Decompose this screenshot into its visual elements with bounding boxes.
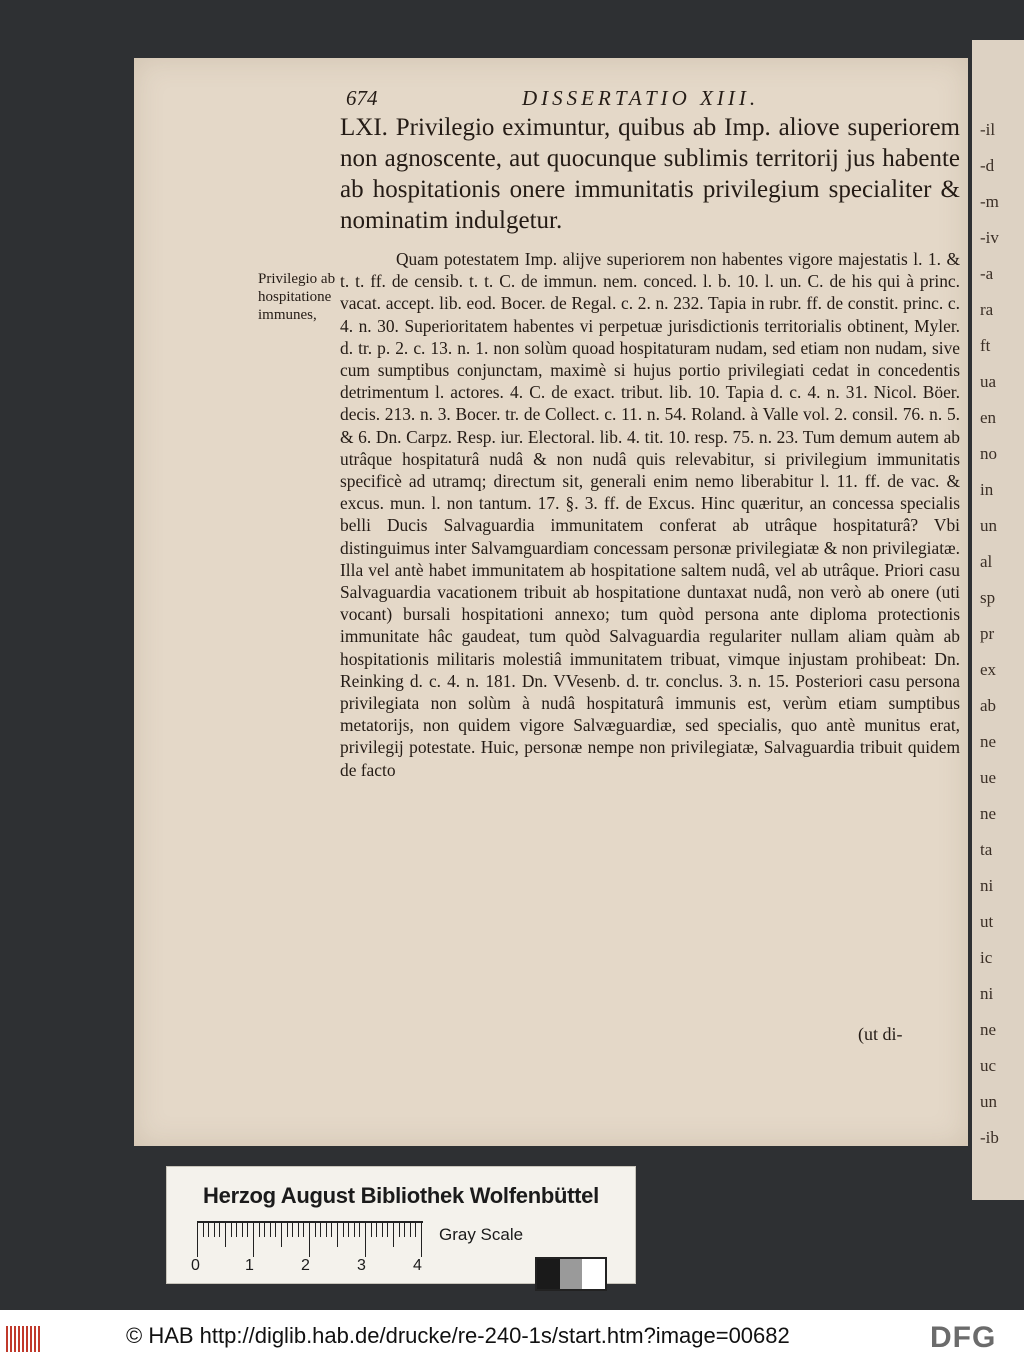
- ruler-tick: [208, 1223, 209, 1237]
- facing-page-fragment: en: [980, 408, 997, 427]
- ruler-tick: [382, 1223, 383, 1237]
- ruler-number: 1: [245, 1257, 254, 1274]
- ruler-tick: [309, 1223, 310, 1257]
- ruler-tick: [415, 1223, 416, 1237]
- ruler-tick: [281, 1223, 282, 1247]
- ruler-number: 2: [301, 1257, 310, 1274]
- catchword: (ut di-: [858, 1024, 903, 1044]
- copyright-link[interactable]: © HAB http://diglib.hab.de/drucke/re-240-1s/start.htm?image=00682: [126, 1323, 790, 1348]
- ruler-tick: [298, 1223, 299, 1237]
- ruler-tick: [421, 1223, 422, 1257]
- facing-page-fragment: -a: [980, 264, 994, 283]
- facing-page-fragment: ne: [980, 1020, 997, 1039]
- ruler-tick: [259, 1223, 260, 1237]
- facing-page-fragment: ra: [980, 300, 994, 319]
- facing-page-fragment: ni: [980, 984, 994, 1003]
- ruler-tick: [225, 1223, 226, 1247]
- ruler-tick: [219, 1223, 220, 1237]
- page-number: 674: [346, 86, 378, 110]
- ruler-tick: [287, 1223, 288, 1237]
- barcode-icon: [6, 1326, 42, 1352]
- ruler-tick: [253, 1223, 254, 1257]
- dfg-logo: DFG: [930, 1321, 997, 1354]
- facing-page-fragment: ex: [980, 660, 997, 679]
- institution-name: Herzog August Bibliothek Wolfenbüttel: [203, 1183, 599, 1208]
- facing-page-fragment: ue: [980, 768, 997, 787]
- ruler-tick: [331, 1223, 332, 1237]
- gray-swatch: [560, 1259, 583, 1289]
- ruler-tick: [315, 1223, 316, 1237]
- ruler-tick: [354, 1223, 355, 1237]
- ruler-tick: [343, 1223, 344, 1237]
- ruler-tick: [410, 1223, 411, 1237]
- ruler-tick: [320, 1223, 321, 1237]
- facing-page-fragment: -m: [980, 192, 999, 211]
- ruler-tick: [247, 1223, 248, 1237]
- ruler-tick: [264, 1223, 265, 1237]
- ruler-tick: [270, 1223, 271, 1237]
- ruler-number: 4: [413, 1257, 422, 1274]
- ruler-tick: [214, 1223, 215, 1237]
- section-heading: LXI. Privilegio eximuntur, quibus ab Imp. aliove superiorem non agnoscente, aut quocunque sublimis territorij jus habente ab hospitationis onere immunitatis privilegium specialiter & nominatim indulgetur.: [340, 114, 960, 234]
- ruler-tick: [236, 1223, 237, 1237]
- facing-page-fragment: -ib: [980, 1128, 999, 1147]
- gray-swatch: [582, 1259, 605, 1289]
- facing-page-fragment: sp: [980, 588, 996, 607]
- gray-scale-bar: [535, 1257, 607, 1291]
- ruler-tick: [393, 1223, 394, 1247]
- facing-page-fragment: in: [980, 480, 994, 499]
- facing-page-fragment: ni: [980, 876, 994, 895]
- facing-page-fragment: un: [980, 1092, 997, 1111]
- facing-page-fragment: ft: [980, 336, 991, 355]
- ruler-tick: [376, 1223, 377, 1237]
- facing-page-fragment: ne: [980, 732, 997, 751]
- facing-page-fragment: ne: [980, 804, 997, 823]
- ruler-number: 0: [191, 1257, 200, 1274]
- ruler-tick: [231, 1223, 232, 1237]
- ruler-tick: [387, 1223, 388, 1237]
- ruler-tick: [399, 1223, 400, 1237]
- running-title: DISSERTATIO XIII.: [522, 86, 760, 110]
- ruler-tick: [303, 1223, 304, 1237]
- ruler-tick: [348, 1223, 349, 1237]
- ruler-tick: [337, 1223, 338, 1247]
- facing-page-fragment: -il: [980, 120, 996, 139]
- ruler-tick: [242, 1223, 243, 1237]
- gray-scale-label: Gray Scale: [439, 1225, 524, 1244]
- facing-page-fragment: ut: [980, 912, 994, 931]
- ruler-tick: [359, 1223, 360, 1237]
- ruler-tick: [365, 1223, 366, 1257]
- facing-page-edge: [972, 40, 1024, 1200]
- ruler-tick: [275, 1223, 276, 1237]
- footer-bar: [0, 1310, 1024, 1362]
- margin-note: Privilegio ab hospitatione immunes,: [258, 271, 336, 323]
- gray-swatch: [537, 1259, 560, 1289]
- ruler: [197, 1221, 423, 1259]
- facing-page-fragment: pr: [980, 624, 995, 643]
- ruler-tick: [292, 1223, 293, 1237]
- facing-page-fragment: ta: [980, 840, 993, 859]
- facing-page-fragment: no: [980, 444, 997, 463]
- ruler-tick: [371, 1223, 372, 1237]
- facing-page-fragment: ic: [980, 948, 993, 967]
- ruler-tick: [326, 1223, 327, 1237]
- color-calibration-card: [166, 1166, 636, 1284]
- ruler-number: 3: [357, 1257, 366, 1274]
- facing-page-fragment: -d: [980, 156, 995, 175]
- body-paragraph: Quam potestatem Imp. alijve superiorem non habentes vigore majestatis l. 1. & t. t. ff. de censib. t. t. C. de immun. nem. conced. l. b. 10. l. un. C. de his qui à princ. vacat. accept. lib. eod. Bocer. de Regal. c. 2. n. 232. Tapia in rubr. ff. de constit. princ. c. 4. n. 30. Superioritatem habentes vi perpetuæ jurisdictionis territorialis obtinent, Myler. d. tr. p. 2. c. 13. n. 1. non solùm quoad hospitaturam nudam, sed etiam non nudam, sive cum sumptibus conjunctam, maximè si hujus portio privilegiati cedat in concedentis detrimentum l. actores. 4. C. de exact. tribut. lib. 10. Tapia d. c. 4. n. 31. Nicol. Böer. decis. 213. n. 3. Bocer. tr. de Collect. c. 11. n. 54. Roland. à Valle vol. 2. consil. 76. n. 5. & 6. Dn. Carpz. Resp. iur. Electoral. lib. 4. tit. 10. resp. 75. n. 23. Tum demum autem ab utrâque hospitaturâ nudâ & non nudâ quis relevabitur, si privilegium immunitatis specificè ad utramq; directum sit, generali enim nemo liberabitur l. 11. ff. de vac. & excus. mun. l. non tantum. 17. §. 3. ff. de Excus. Hinc quæritur, an concessa specialis belli Ducis Salvaguardia immunitatem conferat ab utrâque hospitaturâ? Vbi distinguimus inter Salvamguardiam concessam personæ privilegiatæ & non privilegiatæ. Illa vel antè habet immunitatem ab hospitatione saltem nudâ, vel ab utrâque. Priori casu Salvaguardia vacationem tribuit ab hospitatione duntaxat nudâ, non verò ab onere (uti vocant) bursali hospitationi annexo; tum quòd persona ante diploma protectionis immunitate hâc gaudeat, tum quòd Salvaguardia regulariter nullam aliam quàm ab hospitationis militaris molestiâ immunitatem tribuat, vimque injustam prohibeat: Dn. Reinking d. c. 4. n. 181. Dn. VVesenb. d. tr. conclus. 3. n. 15. Posteriori casu persona privilegiata non solùm à nudâ hospitaturâ immunis est, verùm etiam sumptibus metatorijs, non quidem vigore Salvæguardiæ, sed specialis, quo antè munitus erat, privilegij potestate. Huic, personæ nempe non privilegiatæ, Salvaguardia tribuit quidem de facto: [340, 249, 960, 780]
- facing-page-fragment: -iv: [980, 228, 999, 247]
- facing-page-fragment: al: [980, 552, 993, 571]
- page-text: [340, 112, 960, 781]
- ruler-tick: [404, 1223, 405, 1237]
- facing-page-fragment: uc: [980, 1056, 997, 1075]
- facing-page-fragment: un: [980, 516, 997, 535]
- facing-page-fragment: ab: [980, 696, 997, 715]
- facing-page-fragment: ua: [980, 372, 997, 391]
- ruler-tick: [203, 1223, 204, 1237]
- ruler-tick: [197, 1223, 198, 1257]
